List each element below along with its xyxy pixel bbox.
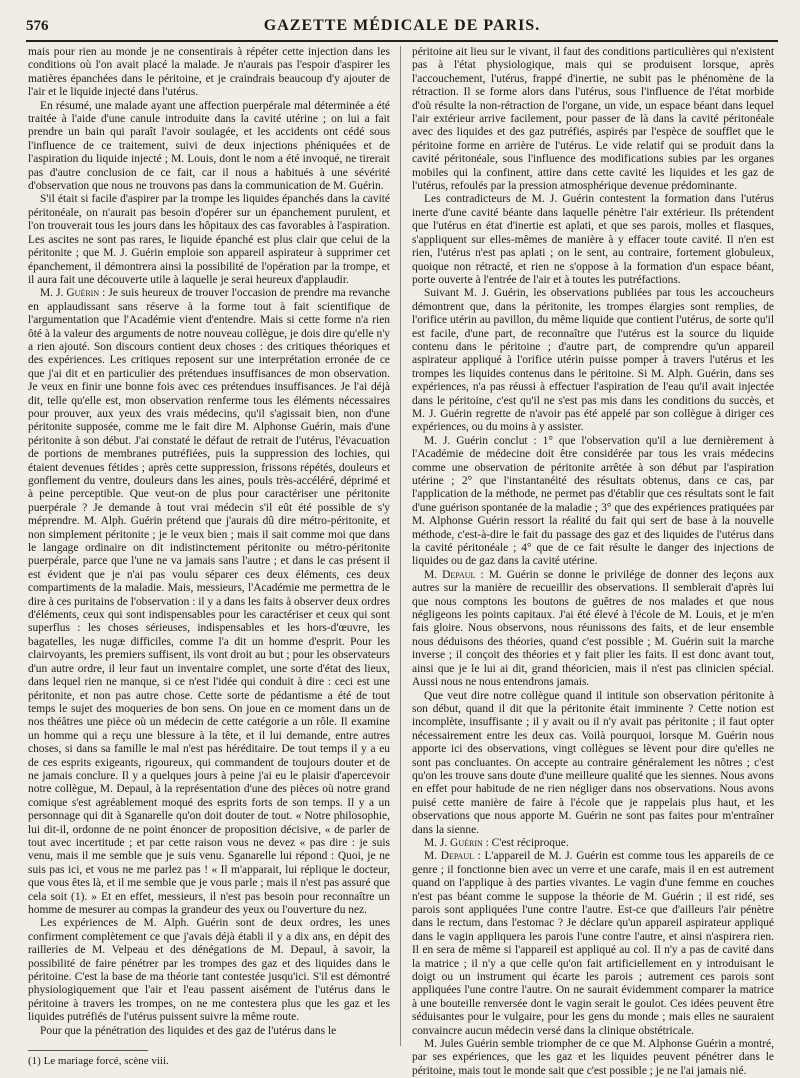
speech-text: : Je suis heureux de trouver l'occasion de prendre ma revanche en applaudissant sans réserve à la forme tout à fait scientifique de l'argumentation que l'Académie vient d'entendre. Mais si cette forme n'a rien ôté à la valeur des arguments de notre nouveau collègue, je dois dire qu'elle n'y a rien ajouté. Son discours contient deux choses : des critiques théoriques et des expériences. Les critiques reposent sur une interprétation erronée de ce que j'ai dit et en particulier des prétendues insuffisances de mon observation. Je veux en finir une bonne fois avec ces prétendues insuffisances. Je l'ai déjà dit, telle qu'elle est, mon observation renferme tous les éléments nécessaires pour prouver, aux yeux des vrais médecins, qu'il s'agissait bien, non d'une péritonite supposée, comme me le fait dire M. Alphonse Guérin, mais d'une péritonite à son début. J'ai constaté le défaut de retrait de l'utérus, l'évacuation de portions de membranes putréfiées, puis la suppression des lochies, qui étaient devenues fétides ; après cette suppression, frissons répétés, douleurs et gonflement du ventre, douleurs dans les aines, pouls très-accéléré, déprimé et à peine perceptible. Que veut-on de plus pour caractériser une péritonite puerpérale ? Je demande à tout vrai médecin s'il eût été possible de s'y méprendre. M. Alph. Guérin prétend que j'aurais dû dire métro-péritonite, et non simplement péritonite ; je le veux bien ; mais il sait comme moi que dans le langage ordinaire on dit indistinctement péritonite ou métro-péritonite puerpérale, parce que l'une ne va jamais sans l'autre ; et dans le cas présent il est évident que je n'ai pas voulu séparer ces deux éléments, ces deux compartiments de la maladie. Mais, messieurs, l'Académie me permettra de le dire à ces puritains de l'observation : il y a dans les faits à observer deux ordres d'éléments, ceux qui sont indispensables pour les caractériser et ceux qui sont superflus : les choses sérieuses, indispensables et les hors-d'œuvre, les bagatelles, les nugæ difficiles, comme l'a dit un homme d'esprit. Pour les clairvoyants, les premiers suffisent, ils vont droit au but ; pour les observateurs d'un autre ordre, il leur faut un inventaire complet, une sorte d'état des lieux, dans lequel rien ne manque, si ce n'est l'idée qui conduit à dire : ceci est une péritonite, et non pas autre chose. Cette sorte de pédantisme a été de tout temps le sujet des moqueries de bon sens. On joue en ce moment dans un de nos théâtres une pièce où un médecin de cette catégorie a un rôle. Il examine un homme qui a reçu une blessure à la tête, et il lui demande, entre autres choses, si dans sa famille le mal n'est pas héréditaire. De tout temps il y a eu de ces esprits exigeants, rigoureux, qui commandent de toujours douter et de ne jamais conclure. Il y a quelques jours à peine j'ai eu le plaisir d'apercevoir notre collègue, M. Depaul, à la représentation d'une des pièces où notre grand comique s'est agréablement moqué des esprits forts de son temps. Il y a un personnage qui dit à Sganarelle qu'on doit douter de tout. « Notre philosophie, lui dit-il, ordonne de ne point énoncer de proposition décisive, « de parler de tout avec incertitude ; et par cette raison vous ne devez « pas dire : je suis venu, mais il me semble que je suis venu. Sganarelle lui répond : Quoi, je ne suis pas ici, et vous ne me parlez pas ! « Il m'apparait, lui réplique le docteur, que vous êtes là, et il me semble que je vous parle ; mais il n'est pas assuré que cela soit (1). » Et en effet, messieurs, il n'est pas besoin pour reconnaître un homme de mesurer au compas la grandeur des yeux ou l'ouverture du nez. xyxy=(28,287,390,916)
left-column xyxy=(28,46,390,1068)
paragraph: Que veut dire notre collègue quand il intitule son observation péritonite à son début, quand il dit que la péritonite était imminente ? Cette notion est incomplète, insuffisante ; il y avait ou il n'y avait pas péritonite ; il faut opter nécessairement entre les deux cas. Voilà pourquoi, lorsque M. Guérin nous apporte ici des observations, vingt collègues se lèvent pour dire qu'elles ne sont pas concluantes. On accepte au contraire généralement les nôtres ; c'est qu'on les trouve sans doute d'une meilleure qualité que les siennes. Nous avons en effet pour habitude de ne rien négliger dans nos observations. Nous avons puisé cette manière de faire à l'école que je rappelais plus haut, et les observations que nous apporte M. Guérin ne sont pas faites pour m'entraîner dans la sienne. xyxy=(412,689,774,836)
paragraph: Pour que la pénétration des liquides et des gaz de l'utérus dans le xyxy=(40,1024,337,1037)
page-header xyxy=(26,14,778,42)
right-column xyxy=(412,46,774,1077)
speaker-name: M. J. Guérin xyxy=(40,287,100,300)
paragraph: Suivant M. J. Guérin, les observations publiées par tous les accoucheurs démontrent que, dans la péritonite, les trompes élargies sont remplies, de l'orifice utérin au pavillon, du même liquide que contient l'utérus, de sorte qu'il est facile, d'une part, de reconnaître que l'utérus est la source du liquide contenu dans le péritoine ; d'autre part, de comprendre qu'un appareil aspirateur appliqué à l'orifice utérin puisse pomper à travers l'utérus et les trompes les liquides contenus dans le péritoine. Si M. Alph. Guérin, dans ses expériences, n'a pas réussi à effectuer l'aspiration de l'eau qu'il avait injectée dans le péritoine, c'est qu'il ne s'est pas mis dans les conditions du succès, et M. J. Guérin regrette de n'avoir pas été appelé par son collègue à diriger ces expériences, ou du moins à y assister. xyxy=(412,287,774,434)
footnote: (1) Le mariage forcé, scène viii. xyxy=(28,1055,169,1068)
paragraph: péritoine ait lieu sur le vivant, il faut des conditions particulières qui n'existent pas à l'état physiologique, mais qui se produisent lorsque, après l'accouchement, l'utérus, frappé d'inertie, ne subit pas le phénomène de la rétraction. Il se forme alors dans l'utérus, sous l'influence de l'état morbide d'où résulte la non-rétraction de l'organe, un vide, un espace béant dans lequel l'air extérieur arrive facilement, pour passer de là dans la cavité péritonéale avec des liquides et des gaz putréfiés, aspirés par l'espèce de soufflet que le péritoine forme en arrière de l'utérus. Le vide relatif qui se produit dans la cavité péritonéale, sous l'influence des modifications subies par les organes mobiles qui la confinent, attire dans cette cavité les liquides et les gaz de l'utérus, refoulés par la pression atmosphérique devenue prédominante. xyxy=(412,46,774,193)
paragraph xyxy=(412,850,774,1038)
speech-text: : M. Guérin se donne le privilége de donner des leçons aux autres sur la manière de recueillir des observations. Il semblerait d'après lui que nous comptons les boutons de guêtres de nos malades et que nous négligeons les points capitaux. J'ai été élevé à l'école de M. Louis, et je m'en fais gloire. Nous observons, nous réunissons des faits, et de leur ensemble nous déduisons des théories, quand c'est possible ; M. Guérin suit la marche inverse ; il conçoit des théories et y fait plier les faits. Il est donc avant tout, ainsi que je le lui ai dit, grand théoricien, mais il n'est pas clinicien spécial. Aussi nous ne nous entendrons jamais. xyxy=(412,568,774,689)
speech-text: : C'est réciproque. xyxy=(482,836,569,849)
paragraph: M. Jules Guérin semble triompher de ce que M. Alphonse Guérin a montré, par ses expériences, que les gaz et les liquides peuvent pénétrer dans le péritoine, mais tout le monde sait que c'est possible ; je ne l'ai jamais nié. xyxy=(412,1038,774,1077)
paragraph: En résumé, une malade ayant une affection puerpérale mal déterminée a été traitée à l'aide d'une canule introduite dans la cavité utérine ; on lui a fait prendre un bain qui paraît l'avoir soulagée, et les accidents ont cédé sous l'influence de ce traitement, suivi de deux injections phéniquées et de l'aspiration du liquide injecté ; M. Louis, dont le nom a été invoqué, ne tirerait pas d'autre conclusion de ce fait, car il nous a habitués à une sévérité d'observation que nous ne trouvons pas dans la communication de M. Guérin. xyxy=(28,99,390,193)
speaker-name: M. J. Guérin xyxy=(424,836,483,849)
footnote-separator xyxy=(28,1050,148,1051)
paragraph: mais pour rien au monde je ne consentirais à répéter cette injection dans les conditions où l'on avait placé la malade. Je n'aurais pas l'espoir d'aspirer les matières épanchées dans le péritoine, et je craindrais beaucoup d'y ajouter de l'air et le liquide injecté dans l'utérus. xyxy=(28,46,390,99)
column-divider xyxy=(400,46,401,1046)
paragraph xyxy=(412,569,774,690)
page-number: 576 xyxy=(26,18,49,34)
paragraph: Les contradicteurs de M. J. Guérin contestent la formation dans l'utérus inerte d'une cavité béante dans laquelle pénètre l'air extérieur. Ils prétendent que l'utérus en état d'inertie est aplati, et que ses parois, molles et flasques, s'appliquent sur elles-mêmes de manière à y effacer toute cavité. Il n'en est rien, l'utérus n'est pas aplati ; on le sent, au contraire, fortement globuleux, quoique non rétracté, et rien ne s'oppose à la formation d'un espace béant, porte ouverte à l'entrée de l'air et à toutes les putréfactions. xyxy=(412,193,774,286)
paragraph xyxy=(412,837,774,850)
paragraph xyxy=(28,287,390,917)
speech-text: : L'appareil de M. J. Guérin est comme tous les appareils de ce genre ; il fonctionne bien avec un verre et une carafe, mais il en est autrement quand on l'applique à des parties vivantes. Le vagin d'une femme en couches n'est pas béant comme le suppose la théorie de M. Guérin ; il est ridé, ses parois sont appliquées l'une contre l'autre. Est-ce que d'ailleurs l'air pénètre dans le rectum, dans l'estomac ? Je déclare qu'un appareil aspirateur appliqué dans le vagin appliquera les parois l'une contre l'autre, et ainsi n'aspirera rien. Il en sera de même si l'appareil est appliqué au col. Il n'y a pas de cavité dans la matrice ; il n'y a que celle qu'on fait artificiellement en y introduisant le doigt ou un instrument qui écarte les parois ; autrement ces parois sont appliquées l'une contre l'autre. On ne saurait évidemment comparer la matrice à une bouteille renversée dont le vagin serait le goulot. Ces idées peuvent être séduisantes pour le vulgaire, pour les gens du monde ; mais elles ne sauraient convaincre aucun médecin versé dans la clinique obstétricale. xyxy=(412,850,774,1037)
journal-title: GAZETTE MÉDICALE DE PARIS. xyxy=(263,17,541,34)
paragraph: Les expériences de M. Alph. Guérin sont de deux ordres, les unes confirment complètement ce que j'avais déjà établi il y a dix ans, en dépit des railleries de M. Velpeau et des dénégations de M. Depaul, à savoir, la possibilité de faire pénétrer par les trompes des gaz et des liquides dans le péritoine. C'est la base de ma théorie tant contestée jusqu'ici. S'il est démontré physiologiquement que l'air et l'eau passent aisément de l'utérus dans le péritoine à travers les trompes, on ne me contestera plus que les gaz et les liquides putréfiés de l'utérus puissent suivre la même route. xyxy=(28,917,390,1024)
speaker-name: M. Depaul xyxy=(424,568,476,581)
paragraph: M. J. Guérin conclut : 1° que l'observation qu'il a lue dernièrement à l'Académie de médecine doit être considérée par tous les vrais médecins comme une observation de péritonite arrêtée à son début par l'aspiration utérine ; 2° que l'instantanéité des résultats obtenus, dans ce cas, par l'application de la méthode, ne permet pas d'établir que ces résultats sont le fait d'une guérison spontanée de la maladie ; 3° que des expériences pratiquées par M. Alphonse Guérin ressort la réalité du fait qui sert de base à la nouvelle méthode, c'est-à-dire le fait du passage des gaz et des liquides de l'utérus dans la cavité péritonéale ; 4° que de ce fait résulte le danger des injections de liquides ou de gaz dans la cavité utérine. xyxy=(412,434,774,568)
speaker-name: M. Depaul xyxy=(424,850,474,863)
paragraph: S'il était si facile d'aspirer par la trompe les liquides épanchés dans la cavité péritonéale, on n'aurait pas besoin d'opérer sur un épanchement purulent, et l'on trouverait tous les jours dans les hôpitaux des cas favorables à l'aspiration. Les ascites ne sont pas rares, le liquide épanché est plus clair que celui de la péritonite ; que M. J. Guérin emploie son appareil aspirateur à supprimer cet épanchement, il démontrera ainsi la possibilité de l'opération par la trompe, et il aura fait une découverte utile à laquelle je serai heureux d'applaudir. xyxy=(28,193,390,286)
